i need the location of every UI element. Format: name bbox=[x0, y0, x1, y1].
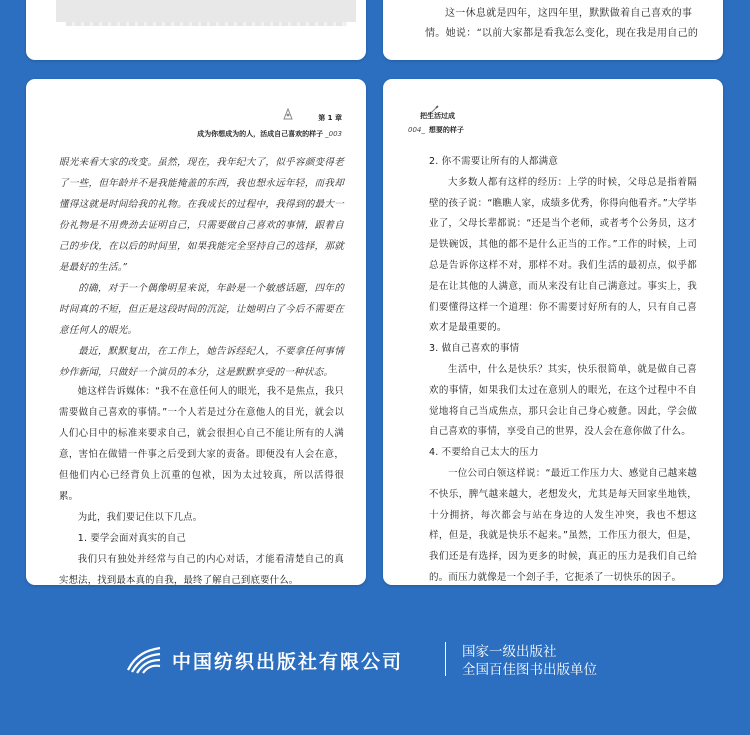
paragraph: 的确，对于一个偶像明星来说，年龄是一个敏感话题，四年的时间真的不短，但正是这段时间的沉淀，让她明白了今后不需要在意任何人的眼光。 bbox=[59, 283, 344, 336]
section-heading: 3. 做自己喜欢的事情 bbox=[429, 343, 520, 355]
page-header bbox=[408, 111, 464, 135]
italic-body-text bbox=[59, 152, 344, 383]
top-right-page-fragment bbox=[383, 0, 723, 60]
paragraph: 为此，我们要记住以下几点。 bbox=[77, 512, 203, 523]
image-placeholder bbox=[56, 0, 356, 22]
paragraph: 大多数人都有这样的经历：上学的时候，父母总是指着隔壁的孩子说：“瞧瞧人家，成绩多优秀，你得向他看齐。”大学毕业了，父母长辈都说：“还是当个老师，或者考个公务员，这才是铁碗饭，其他的都不是什么正当的工作。”工作的时候，上司总是告诉你这样不对，那样不对。我们生活的最初点，似乎都是在让其他的人满意，而从来没有让自己满意过。事实上，我们要懂得这样一个道理：你不需要讨好所有的人，只有自己喜欢才是最重要的。 bbox=[429, 176, 697, 334]
paragraph: 我们只有独处并经常与自己的内心对话，才能看清楚自己的真实想法，找到最本真的自我，最终了解自己到底要什么。 bbox=[59, 554, 344, 585]
top-left-page-fragment bbox=[26, 0, 366, 60]
section-heading: 2. 你不需要让所有的人都满意 bbox=[429, 156, 559, 167]
text-line: 情。她说：“以前大家都是看我怎么变化，现在我是用自己的 bbox=[425, 28, 699, 39]
page-header bbox=[197, 113, 342, 139]
chapter-label: 第 1 章 bbox=[318, 114, 342, 122]
section-heading: 4. 不要给自己太大的压力 bbox=[429, 447, 539, 459]
book-page-right bbox=[383, 79, 723, 585]
header-subtitle-line bbox=[197, 129, 342, 139]
publisher-name: 中国纺织出版社有限公司 bbox=[172, 651, 404, 673]
slogan-line-1: 国家一级出版社 bbox=[462, 644, 557, 660]
paragraph: 最近，默默复出，在工作上，她告诉经纪人，不要拿任何事情炒作新闻，只做好一个演员的本分，这是默默享受的一种状态。 bbox=[59, 346, 344, 378]
paragraph: 眼光来看大家的改变。虽然，现在，我年纪大了，似乎容颜变得老了一些，但年龄并不是我能掩盖的东西，我也想永远年轻，而我却懂得这就是时间给我的礼物。在我成长的过程中，我得到的最大一份礼物是不用费劲去证明自己，只需要做自己喜欢的事情，跟着自己的步伐，在以后的时间里，如果我能完全坚持自己的选择，那就是最好的生活。” bbox=[59, 157, 344, 273]
text-line: 这一休息就是四年，这四年里，默默做着自己喜欢的事 bbox=[445, 8, 693, 19]
publisher-logo-icon bbox=[126, 644, 162, 674]
book-title-line1: 把生活过成 bbox=[420, 112, 455, 120]
body-text bbox=[59, 381, 344, 585]
page-number: 004_ bbox=[408, 126, 425, 134]
chapter-subtitle: 成为你想成为的人，活成自己喜欢的样子 bbox=[197, 130, 324, 138]
publisher-footer bbox=[0, 630, 750, 690]
body-text bbox=[429, 152, 697, 585]
header-subtitle-line bbox=[408, 125, 464, 135]
paragraph: 生活中，什么是快乐？其实，快乐很简单，就是做自己喜欢的事情，如果我们太过在意别人的眼光，在这个过程中不自觉地将自己当成焦点，那只会让自己身心疲惫。因此，学会做自己喜欢的事情，享受自己的世界，没人会在意你做了什么。 bbox=[429, 363, 697, 438]
book-page-left bbox=[26, 79, 366, 585]
divider bbox=[445, 642, 446, 676]
paragraph: 她这样告诉媒体：“我不在意任何人的眼光，我不是焦点，我只需要做自己喜欢的事情。”一个人若是过分在意他人的目光，就会以人们心目中的标准来要求自己，就会很担心自己不能让所有的人满意，害怕在做错一件事之后受到大家的责备。即便没有人会在意，但他们内心已经背负上沉重的包袱，因为太过较真，所以活得很累。 bbox=[59, 386, 344, 502]
page-number: _003 bbox=[325, 130, 342, 138]
slogan-line-2: 全国百佳图书出版单位 bbox=[462, 662, 597, 678]
section-heading: 1. 要学会面对真实的自己 bbox=[77, 533, 187, 544]
book-title-line2: 想要的样子 bbox=[428, 126, 464, 134]
paragraph: 一位公司白领这样说：“最近工作压力大、感觉自己越来越不快乐，脾气越来越大，老想发火，尤其是每天回家坐地铁，十分拥挤，每次都会与站在身边的人发生冲突，我也不想这样，但是，我就是快乐不起来。”虽然，工作压力很大，但是，我们还是有选择，因为更多的时候，真正的压力是我们自己给的。而压力就像是一个刽子手，它扼杀了一切快乐的因子。 bbox=[429, 467, 697, 583]
